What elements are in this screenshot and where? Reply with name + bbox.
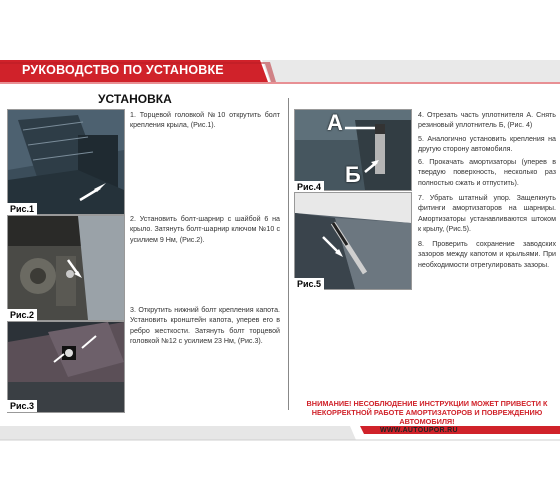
photo-fig1 bbox=[7, 109, 125, 215]
seal-letter-a: А bbox=[327, 110, 343, 135]
warning-text: ВНИМАНИЕ! НЕСОБЛЮДЕНИЕ ИНСТРУКЦИИ МОЖЕТ ПРИВЕСТИ К НЕКОРРЕКТНОЙ РАБОТЕ АМОРТИЗАТОРОВ И ПОВРЕЖДЕНИЮ АВТОМОБИЛЯ! bbox=[306, 399, 548, 427]
fig4-label: Рис.4 bbox=[294, 181, 324, 193]
footer-url[interactable]: WWW.AUTOUPOR.RU bbox=[380, 427, 458, 434]
step-7: 7. Убрать штатный упор. Защелкнуть фитинги амортизаторов на шарниры. Амортизаторы устанавливаются штоком к крылу, (Рис.5). bbox=[418, 194, 556, 233]
step-1: 1. Торцевой головкой №10 открутить болт крепления крыла, (Рис.1). bbox=[130, 111, 280, 130]
fig5-label: Рис.5 bbox=[294, 278, 324, 290]
fig3-label: Рис.3 bbox=[7, 400, 37, 412]
step-8: 8. Проверить сохранение заводских зазоров между капотом и крыльями. При необходимости отрегулировать зазоры. bbox=[418, 240, 556, 269]
photo-fig2 bbox=[7, 215, 125, 321]
fig1-label: Рис.1 bbox=[7, 203, 37, 215]
step-4: 4. Отрезать часть уплотнителя А. Снять резиновый уплотнитель Б, (Рис. 4) bbox=[418, 111, 556, 130]
footer-band bbox=[0, 426, 560, 452]
step-3: 3. Открутить нижний болт крепления капота. Установить кронштейн капота, уперев его в ребро жесткости. Затянуть болт торцевой головкой №12 с усилием 23 Нм, (Рис.3). bbox=[130, 306, 280, 345]
fig2-label: Рис.2 bbox=[7, 309, 37, 321]
step-5: 5. Аналогично установить крепления на другую сторону автомобиля. bbox=[418, 135, 556, 154]
section-title: УСТАНОВКА bbox=[98, 92, 172, 106]
step-6: 6. Прокачать амортизаторы (уперев в твердую поверхность, несколько раз полностью сжать и отпустить). bbox=[418, 158, 556, 187]
seal-letter-b: Б bbox=[345, 162, 361, 187]
photo-fig5 bbox=[294, 192, 412, 290]
step-2: 2. Установить болт-шарнир с шайбой 6 на крыло. Затянуть болт-шарнир ключом №10 с усилием 9 Нм, (Рис.2). bbox=[130, 215, 280, 244]
page-title: РУКОВОДСТВО ПО УСТАНОВКЕ bbox=[22, 63, 224, 77]
column-divider bbox=[288, 98, 289, 410]
